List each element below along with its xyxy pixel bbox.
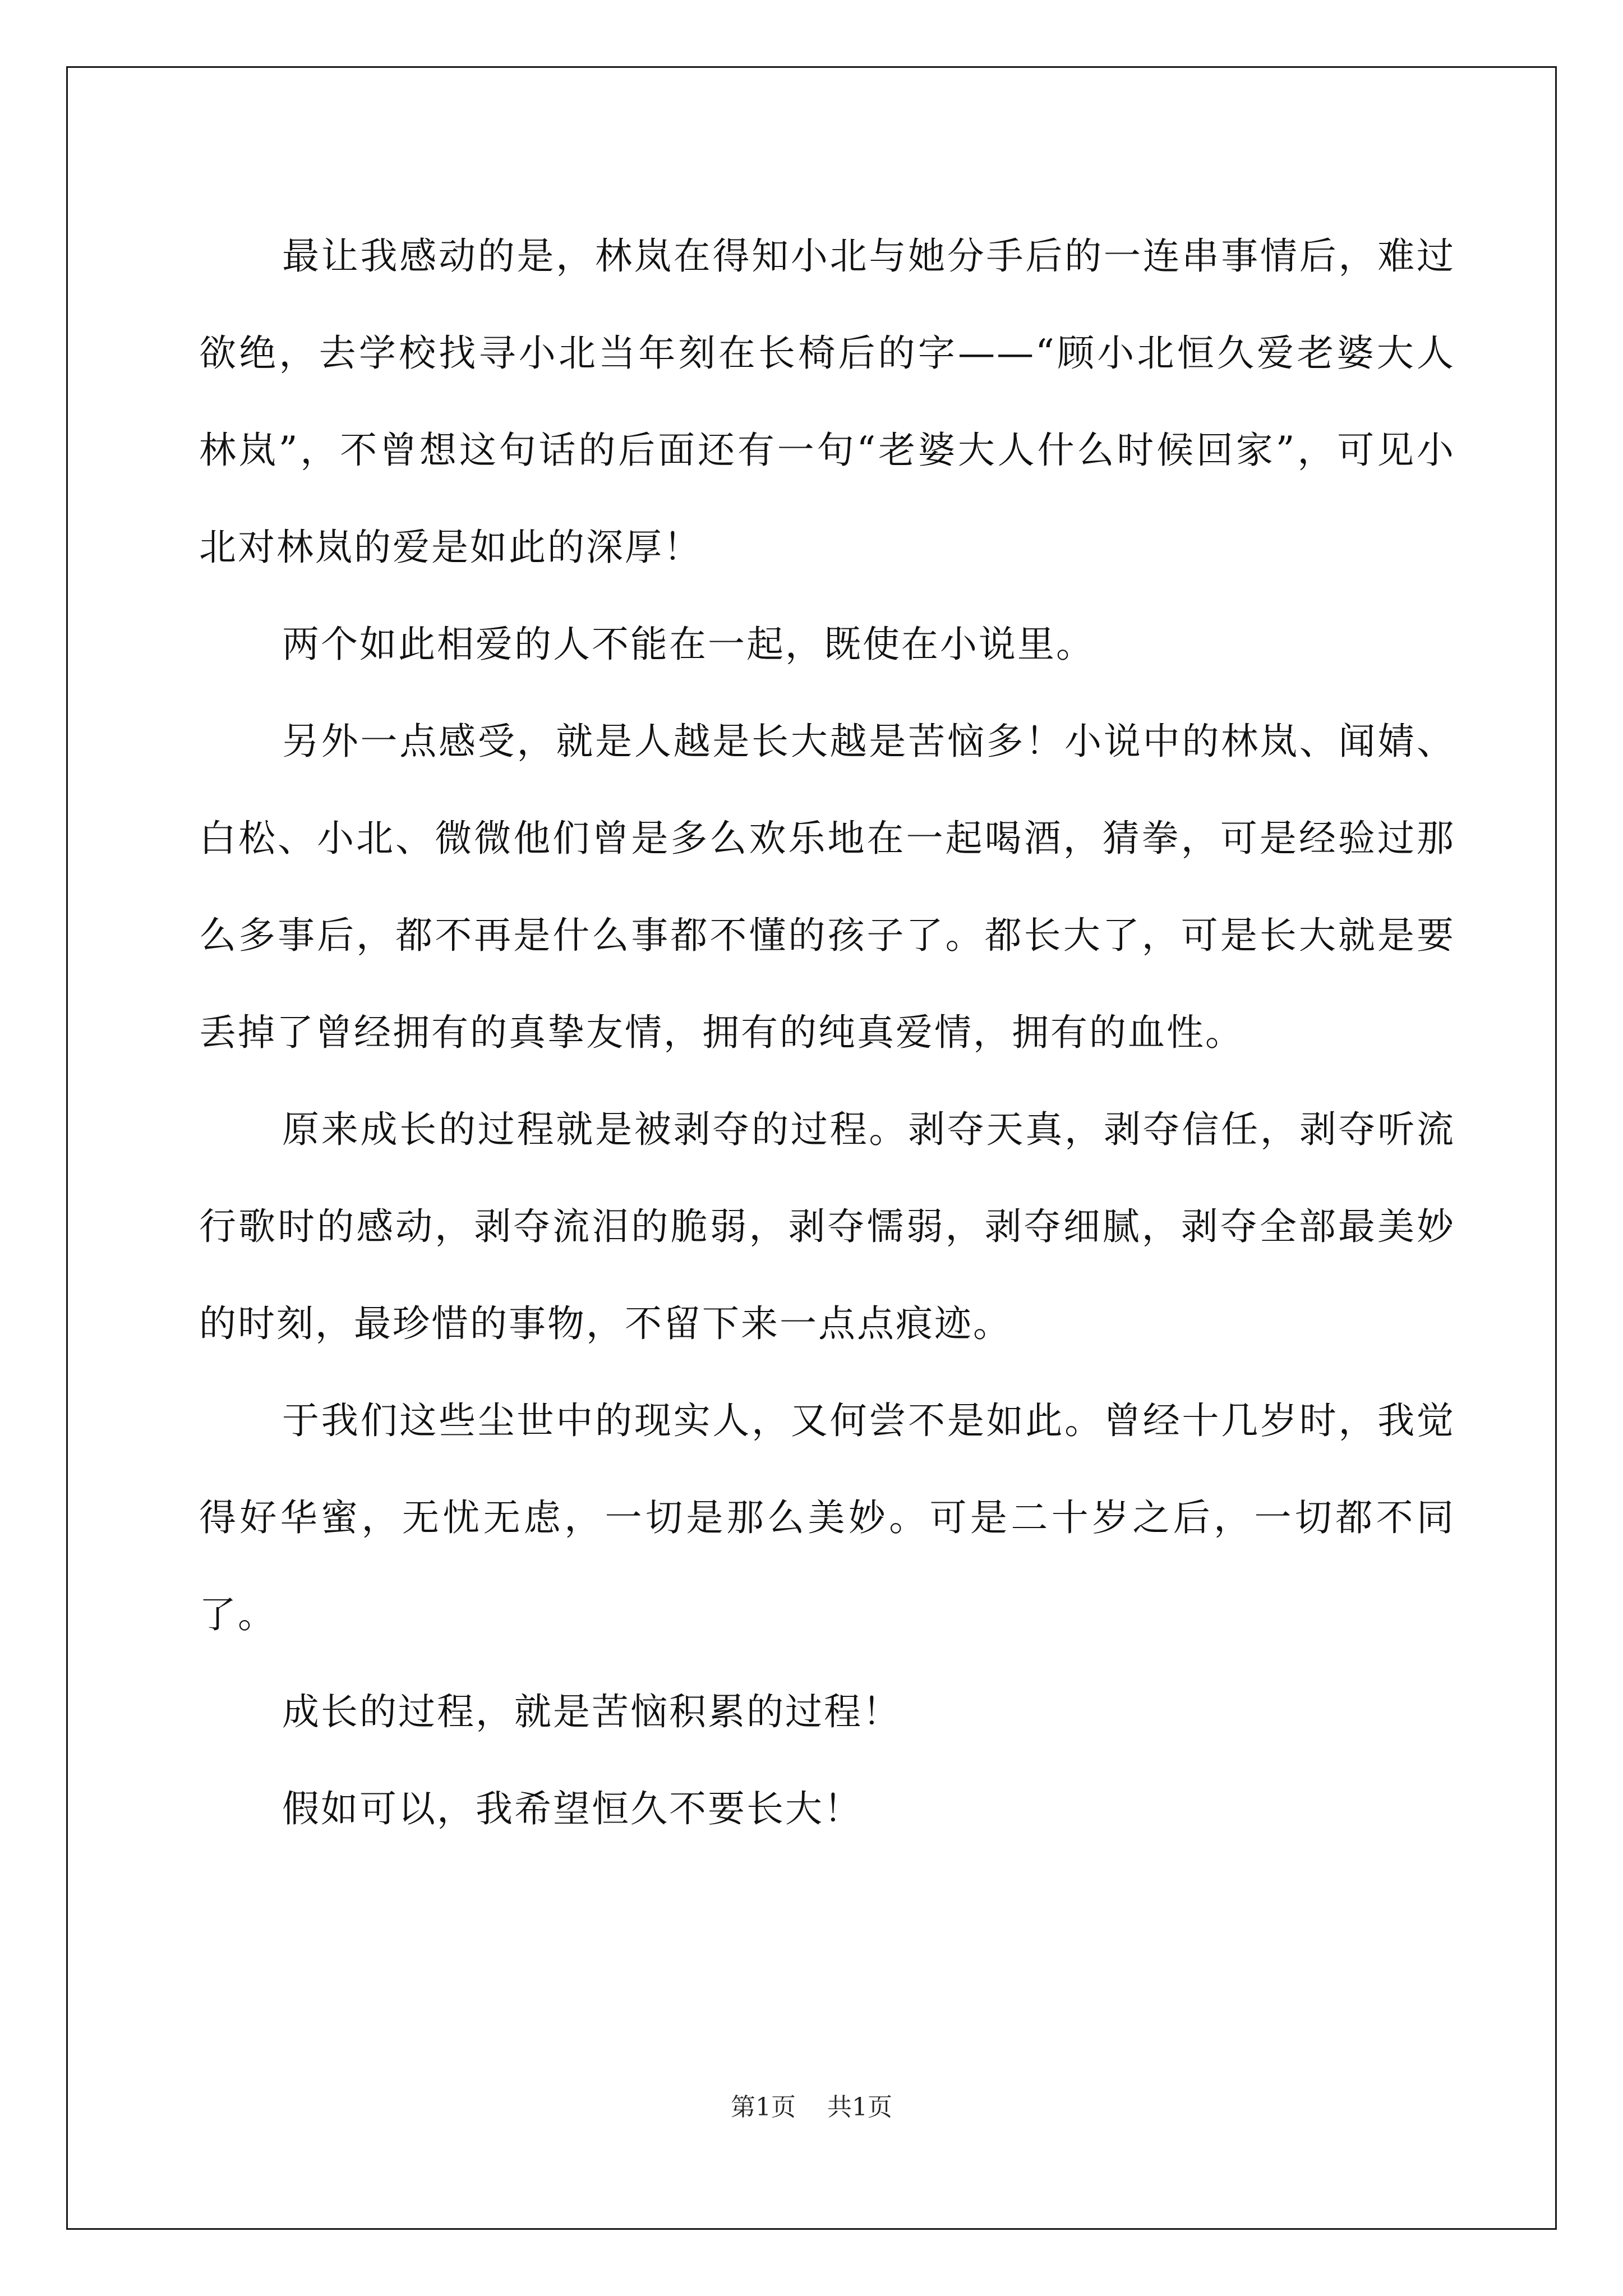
- document-body: [199, 208, 1455, 1857]
- paragraph-4: 原来成长的过程就是被剥夺的过程。剥夺天真，剥夺信任，剥夺听流行歌时的感动，剥夺流泪的脆弱，剥夺懦弱，剥夺细腻，剥夺全部最美妙的时刻，最珍惜的事物，不留下来一点点痕迹。: [199, 1108, 1455, 1345]
- page-number-current: 第1页: [731, 2093, 796, 2122]
- paragraph-5: 于我们这些尘世中的现实人，又何尝不是如此。曾经十几岁时，我觉得好华蜜，无忧无虑，一切是那么美妙。可是二十岁之后，一切都不同了。: [199, 1399, 1455, 1636]
- paragraph-2: 两个如此相爱的人不能在一起，既使在小说里。: [282, 623, 1095, 666]
- paragraph-1: 最让我感动的是，林岚在得知小北与她分手后的一连串事情后，难过欲绝，去学校找寻小北当年刻在长椅后的字——“顾小北恒久爱老婆大人林岚”，不曾想这句话的后面还有一句“老婆大人什么时候回家”，可见小北对林岚的爱是如此的深厚！: [199, 234, 1455, 569]
- page-footer: [0, 2087, 1623, 2123]
- paragraph-3: 另外一点感受，就是人越是长大越是苦恼多！小说中的林岚、闻婧、白松、小北、微微他们曾是多么欢乐地在一起喝酒，猜拳，可是经验过那么多事后，都不再是什么事都不懂的孩子了。都长大了，可是长大就是要丢掉了曾经拥有的真挚友情，拥有的纯真爱情，拥有的血性。: [199, 720, 1455, 1054]
- paragraph-6: 成长的过程，就是苦恼积累的过程！: [282, 1690, 901, 1733]
- paragraph-7: 假如可以，我希望恒久不要长大！: [282, 1787, 863, 1830]
- page-number-total: 共1页: [827, 2093, 892, 2122]
